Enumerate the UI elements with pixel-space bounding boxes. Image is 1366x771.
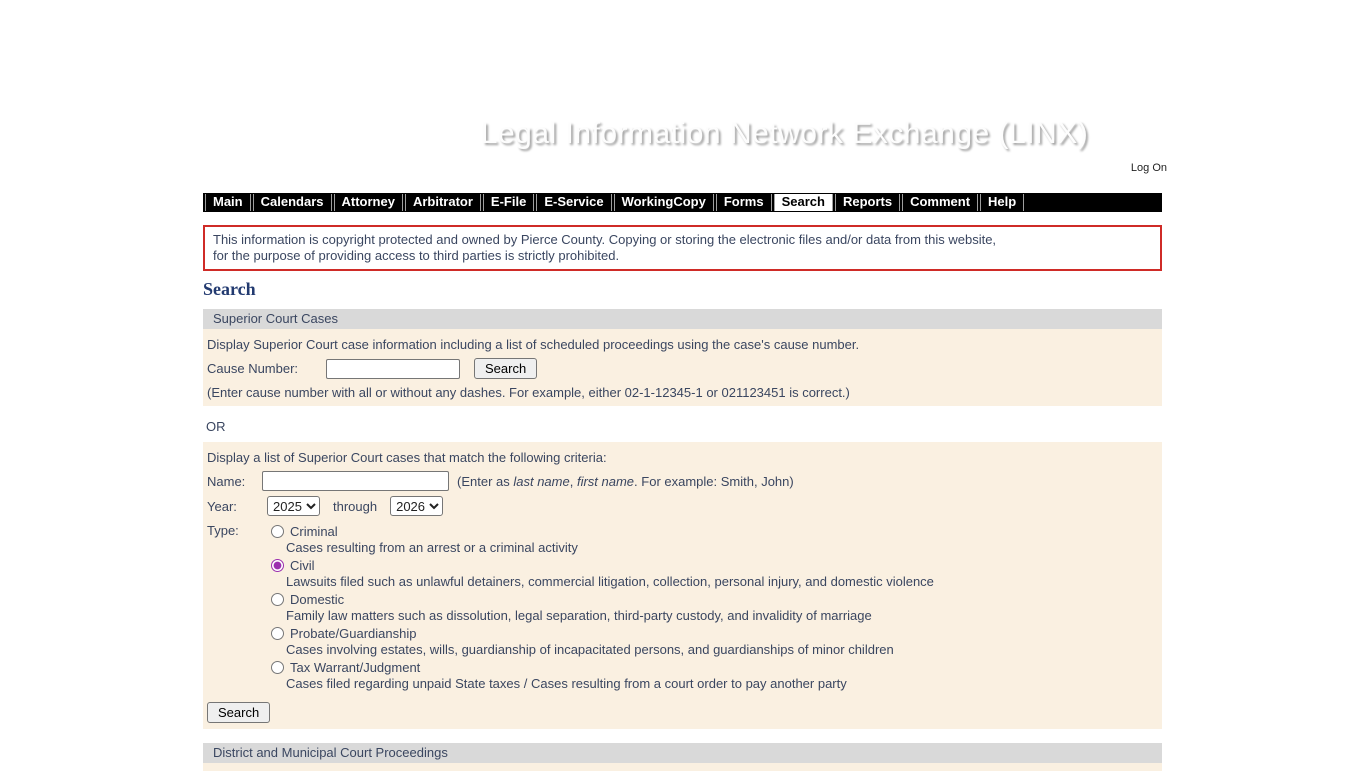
- civil-radio[interactable]: [271, 559, 284, 572]
- cause-number-label: Cause Number:: [207, 361, 299, 376]
- district-section-top-strip: [203, 763, 1162, 771]
- nav-item-calendars[interactable]: Calendars: [253, 194, 332, 211]
- name-label: Name:: [207, 473, 246, 489]
- cause-number-row: [207, 358, 1158, 379]
- nav-item-arbitrator[interactable]: Arbitrator: [405, 194, 481, 211]
- case-type-radio-group: [271, 522, 934, 694]
- through-label: through: [333, 498, 378, 514]
- case-type-option-civil[interactable]: Civil: [271, 558, 934, 573]
- nav-item-attorney[interactable]: Attorney: [334, 194, 403, 211]
- logon-row: [203, 162, 1167, 175]
- year-from-select[interactable]: [267, 496, 320, 516]
- log-on-link[interactable]: Log On: [1130, 162, 1167, 174]
- probate-guardianship-radio[interactable]: [271, 627, 284, 640]
- criteria-description: Display a list of Superior Court cases that match the following criteria:: [207, 450, 607, 465]
- name-hint: (Enter as last name, first name. For example: Smith, John): [457, 473, 794, 489]
- name-input[interactable]: [262, 471, 449, 491]
- tax-warrant-judgment-radio[interactable]: [271, 661, 284, 674]
- section-bar-superior-court-cases: Superior Court Cases: [203, 309, 1162, 329]
- domestic-description: Family law matters such as dissolution, legal separation, third-party custody, and invalidity of marriage: [286, 608, 872, 623]
- tax-warrant-judgment-description: Cases filed regarding unpaid State taxes / Cases resulting from a court order to pay another party: [286, 676, 847, 691]
- or-separator-label: OR: [206, 419, 226, 434]
- nav-item-search[interactable]: Search: [774, 194, 833, 211]
- case-type-option-tax-warrant-judgment[interactable]: Tax Warrant/Judgment: [271, 660, 934, 675]
- nav-item-main[interactable]: Main: [205, 194, 251, 211]
- probate-guardianship-description: Cases involving estates, wills, guardianship of incapacitated persons, and guardianships of minor children: [286, 642, 894, 657]
- criminal-radio[interactable]: [271, 525, 284, 538]
- name-row: [207, 471, 1158, 491]
- case-type-option-probate-guardianship[interactable]: Probate/Guardianship: [271, 626, 934, 641]
- cause-number-input[interactable]: [326, 359, 460, 379]
- navbar-filler: [1024, 193, 1162, 212]
- section-bar-district-municipal: District and Municipal Court Proceedings: [203, 743, 1162, 763]
- case-type-option-domestic[interactable]: Domestic: [271, 592, 934, 607]
- year-label: Year:: [207, 498, 237, 514]
- nav-item-help[interactable]: Help: [980, 194, 1024, 211]
- search-page-heading: Search: [203, 279, 256, 299]
- nav-item-forms[interactable]: Forms: [716, 194, 772, 211]
- copyright-notice: [203, 225, 1162, 271]
- copyright-line-2: for the purpose of providing access to third parties is strictly prohibited.: [213, 248, 620, 263]
- domestic-radio[interactable]: [271, 593, 284, 606]
- criminal-description: Cases resulting from an arrest or a criminal activity: [286, 540, 578, 555]
- type-label: Type:: [207, 523, 239, 538]
- case-type-option-criminal[interactable]: Criminal: [271, 524, 934, 539]
- copyright-line-1: This information is copyright protected and owned by Pierce County. Copying or storing the electronic files and/or data from this website,: [213, 232, 997, 247]
- superior-court-section: [203, 329, 1162, 406]
- superior-description: Display Superior Court case information including a list of scheduled proceedings using the case's cause number.: [207, 337, 860, 352]
- cause-number-hint: (Enter cause number with all or without any dashes. For example, either 02-1-12345-1 or 021123451 is correct.): [207, 385, 850, 400]
- year-to-select[interactable]: [390, 496, 443, 516]
- nav-item-workingcopy[interactable]: WorkingCopy: [614, 194, 714, 211]
- type-row: [207, 522, 1158, 694]
- nav-item-comment[interactable]: Comment: [902, 194, 978, 211]
- cause-number-search-button[interactable]: Search: [474, 358, 537, 379]
- criteria-section: [203, 442, 1162, 729]
- page-title: Legal Information Network Exchange (LINX): [480, 117, 1089, 150]
- criteria-search-button[interactable]: Search: [207, 702, 270, 723]
- civil-description: Lawsuits filed such as unlawful detainers, commercial litigation, collection, personal injury, and domestic violence: [286, 574, 934, 589]
- nav-item-eservice[interactable]: E-Service: [536, 194, 611, 211]
- main-navbar: [203, 193, 1162, 212]
- nav-item-efile[interactable]: E-File: [483, 194, 534, 211]
- nav-item-reports[interactable]: Reports: [835, 194, 900, 211]
- year-row: [207, 496, 1158, 516]
